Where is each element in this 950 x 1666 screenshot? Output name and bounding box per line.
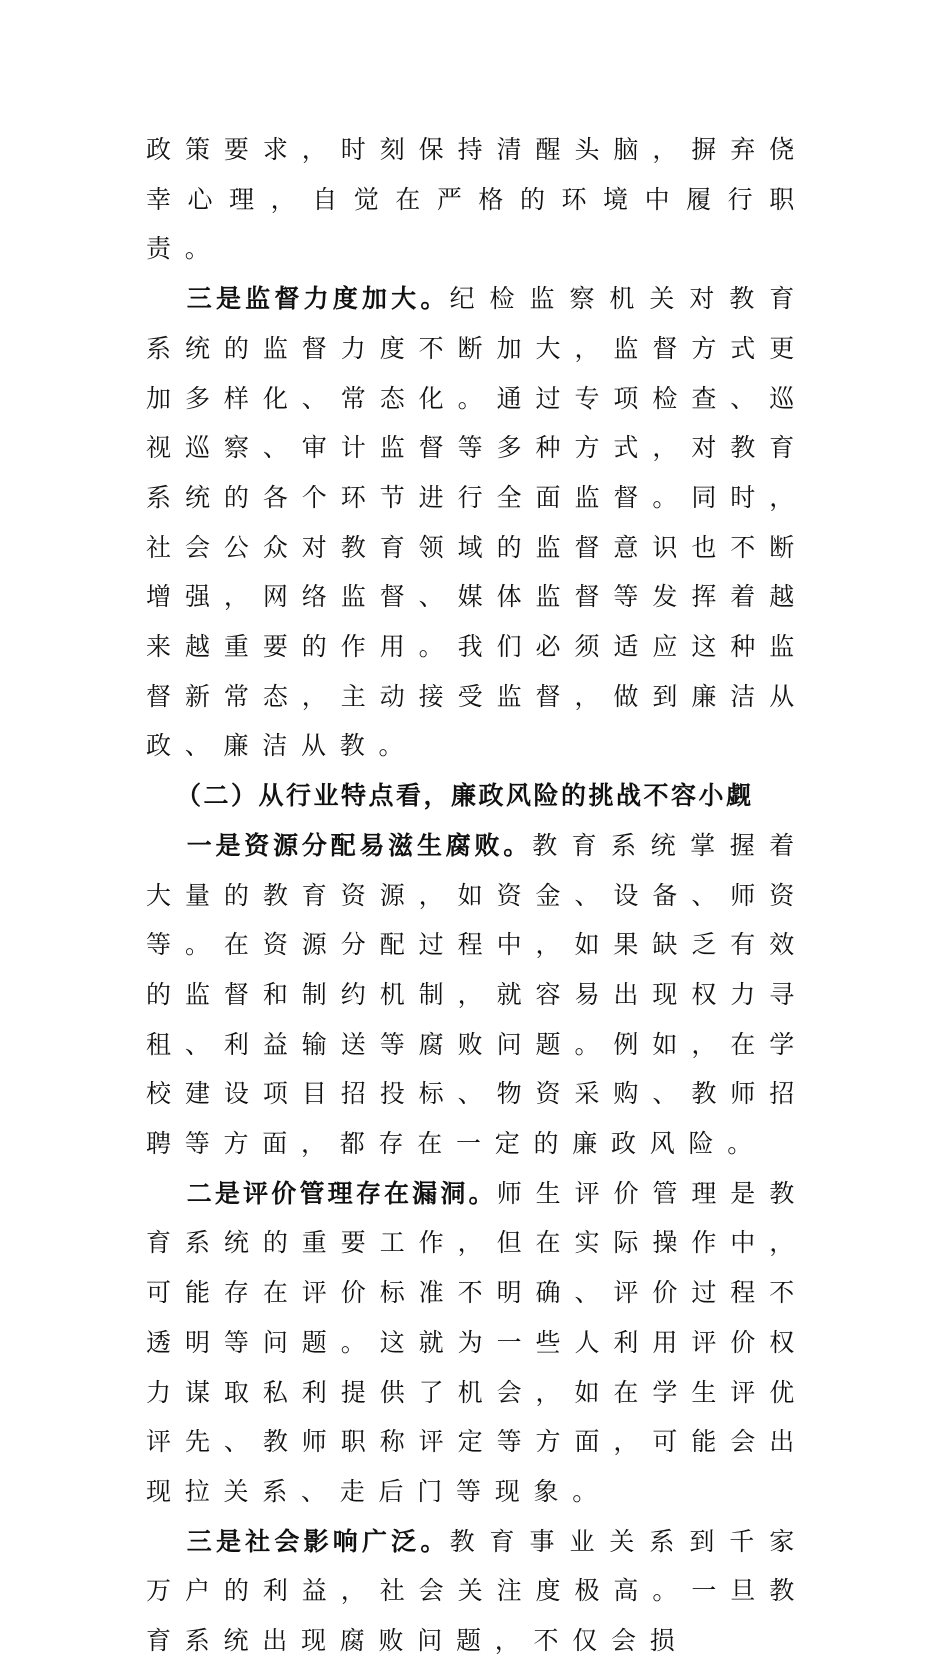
- paragraph-lead: 二是评价管理存在漏洞。: [186, 1178, 497, 1208]
- paragraph-lead: 三是监督力度加大。: [186, 284, 450, 314]
- paragraph-text: 教育系统掌握着大量的教育资源，如资金、设备、师资等。在资源分配过程中，如果缺乏有效的监督和制约机制，就容易出现权力寻租、利益输送等腐败问题。例如，在学校建设项目招投标、物资采购、教师招聘等方面，都存在一定的廉政风险。: [146, 830, 808, 1159]
- paragraph-resource-allocation: [146, 821, 808, 1169]
- paragraph-lead: 一是资源分配易滋生腐败。: [186, 830, 533, 860]
- paragraph-lead: 三是社会影响广泛。: [186, 1526, 450, 1556]
- paragraph-supervision: [146, 274, 808, 771]
- paragraph-text: 教育事业关系到千家万户的利益，社会关注度极高。一旦教育系统出现腐败问题，不仅会损: [146, 1526, 808, 1656]
- paragraph-text: 师生评价管理是教育系统的重要工作，但在实际操作中，可能存在评价标准不明确、评价过程不透明等问题。这就为一些人利用评价权力谋取私利提供了机会，如在学生评优评先、教师职称评定等方面，可能会出现拉关系、走后门等现象。: [146, 1178, 808, 1506]
- paragraph-evaluation-management: [146, 1169, 808, 1517]
- paragraph-continuation: [146, 125, 808, 274]
- paragraph-social-impact: [146, 1517, 808, 1666]
- document-body: [146, 125, 808, 1666]
- paragraph-text: 政策要求，时刻保持清醒头脑，摒弃侥幸心理，自觉在严格的环境中履行职责。: [146, 135, 808, 264]
- section-heading: （二）从行业特点看，廉政风险的挑战不容小觑: [176, 781, 754, 811]
- paragraph-text: 纪检监察机关对教育系统的监督力度不断加大，监督方式更加多样化、常态化。通过专项检查、巡视巡察、审计监督等多种方式，对教育系统的各个环节进行全面监督。同时，社会公众对教育领域的监督意识也不断增强，网络监督、媒体监督等发挥着越来越重要的作用。我们必须适应这种监督新常态，主动接受监督，做到廉洁从政、廉洁从教。: [146, 284, 808, 761]
